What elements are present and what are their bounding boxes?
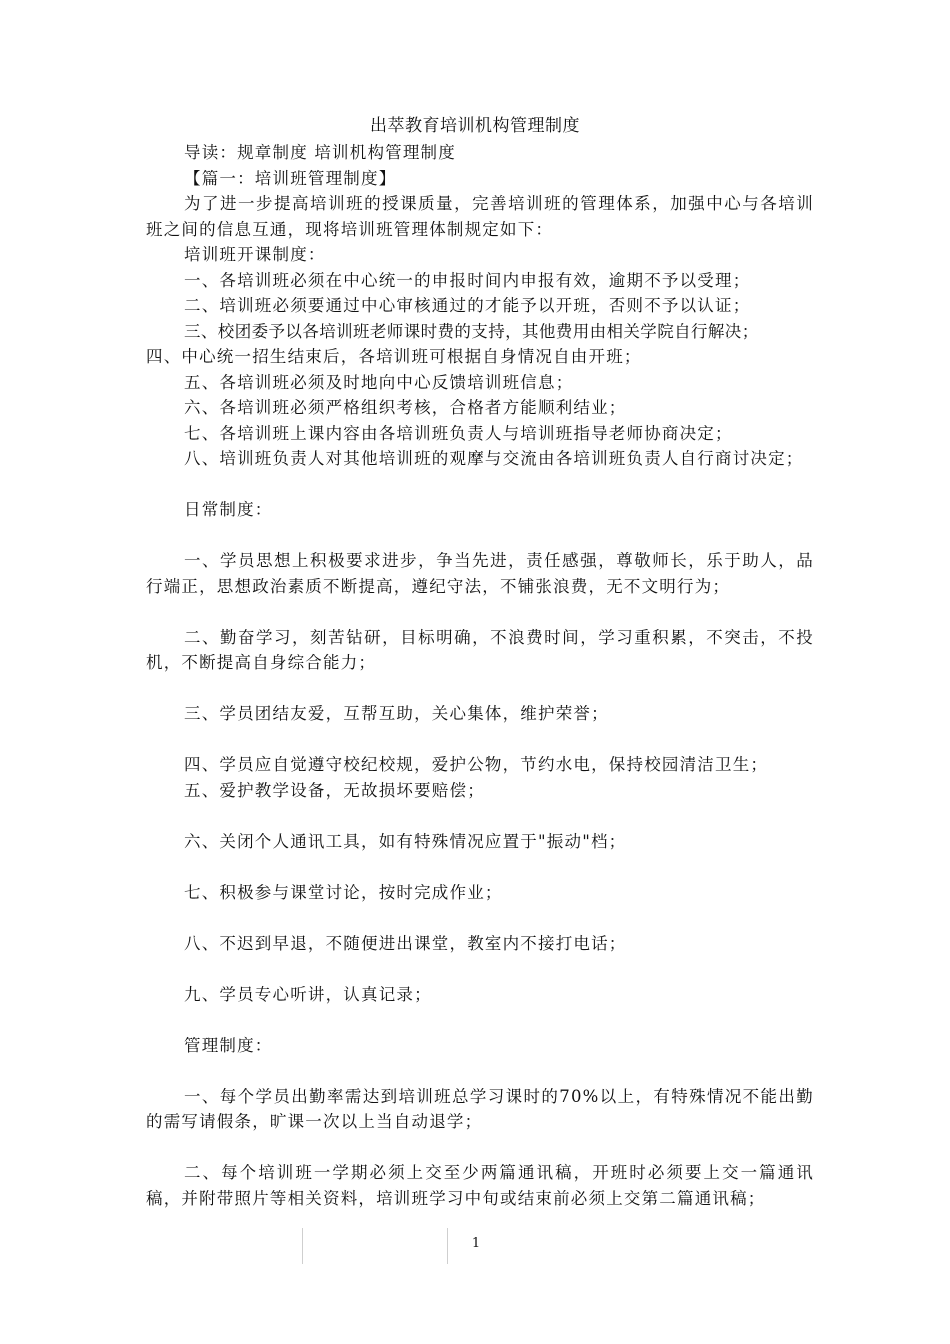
document-body	[146, 140, 814, 1211]
list-item: 一、每个学员出勤率需达到培训班总学习课时的70%以上，有特殊情况不能出勤的需写请假条，旷课一次以上当自动退学；	[146, 1086, 814, 1131]
list-item: 六、各培训班必须严格组织考核，合格者方能顺利结业；	[184, 398, 627, 417]
list-item: 八、培训班负责人对其他培训班的观摩与交流由各培训班负责人自行商讨决定；	[184, 449, 804, 468]
list-item: 五、爱护教学设备，无故损坏要赔偿；	[184, 780, 485, 800]
list-item: 一、学员思想上积极要求进步，争当先进，责任感强，尊敬师长，乐于助人，品行端正，思想政治素质不断提高，遵纪守法，不铺张浪费，无不文明行为；	[146, 551, 814, 596]
paragraph: 为了进一步提高培训班的授课质量，完善培训班的管理体系，加强中心与各培训班之间的信息互通，现将培训班管理体制规定如下：	[146, 194, 814, 239]
list-item: 三、校团委予以各培训班老师课时费的支持，其他费用由相关学院自行解决；	[184, 321, 759, 341]
footer-divider-right	[447, 1228, 448, 1264]
list-item: 二、勤奋学习，刻苦钻研，目标明确，不浪费时间，学习重积累，不突击，不投机，不断提高自身综合能力；	[146, 627, 814, 672]
subheading-opening: 培训班开课制度：	[184, 245, 326, 264]
list-item: 三、学员团结友爱，互帮互助，关心集体，维护荣誉；	[184, 704, 609, 723]
subheading-daily: 日常制度：	[184, 500, 273, 519]
subheading-management: 管理制度：	[184, 1035, 273, 1055]
section-heading: 【篇一：培训班管理制度】	[184, 168, 397, 188]
list-item: 七、积极参与课堂讨论，按时完成作业；	[184, 882, 503, 902]
list-item: 四、中心统一招生结束后，各培训班可根据自身情况自由开班；	[146, 347, 642, 366]
document-title: 出萃教育培训机构管理制度	[370, 116, 580, 136]
footer-divider-left	[302, 1228, 303, 1264]
list-item: 七、各培训班上课内容由各培训班负责人与培训班指导老师协商决定；	[184, 423, 733, 443]
list-item: 二、每个培训班一学期必须上交至少两篇通讯稿，开班时必须要上交一篇通讯稿，并附带照片等相关资料，培训班学习中旬或结束前必须上交第二篇通讯稿；	[146, 1163, 814, 1208]
list-item: 六、关闭个人通讯工具，如有特殊情况应置于"振动"档；	[184, 831, 627, 851]
list-item: 四、学员应自觉遵守校纪校规，爱护公物，节约水电，保持校园清洁卫生；	[184, 755, 769, 774]
list-item: 九、学员专心听讲，认真记录；	[184, 984, 432, 1004]
page-number: 1	[471, 1236, 481, 1251]
list-item: 五、各培训班必须及时地向中心反馈培训班信息；	[184, 372, 574, 392]
list-item: 二、培训班必须要通过中心审核通过的才能予以开班，否则不予以认证；	[184, 296, 751, 315]
intro-line: 导读：规章制度 培训机构管理制度	[184, 143, 456, 162]
list-item: 一、各培训班必须在中心统一的申报时间内申报有效，逾期不予以受理；	[184, 270, 751, 290]
list-item: 八、不迟到早退，不随便进出课堂，教室内不接打电话；	[184, 933, 627, 953]
